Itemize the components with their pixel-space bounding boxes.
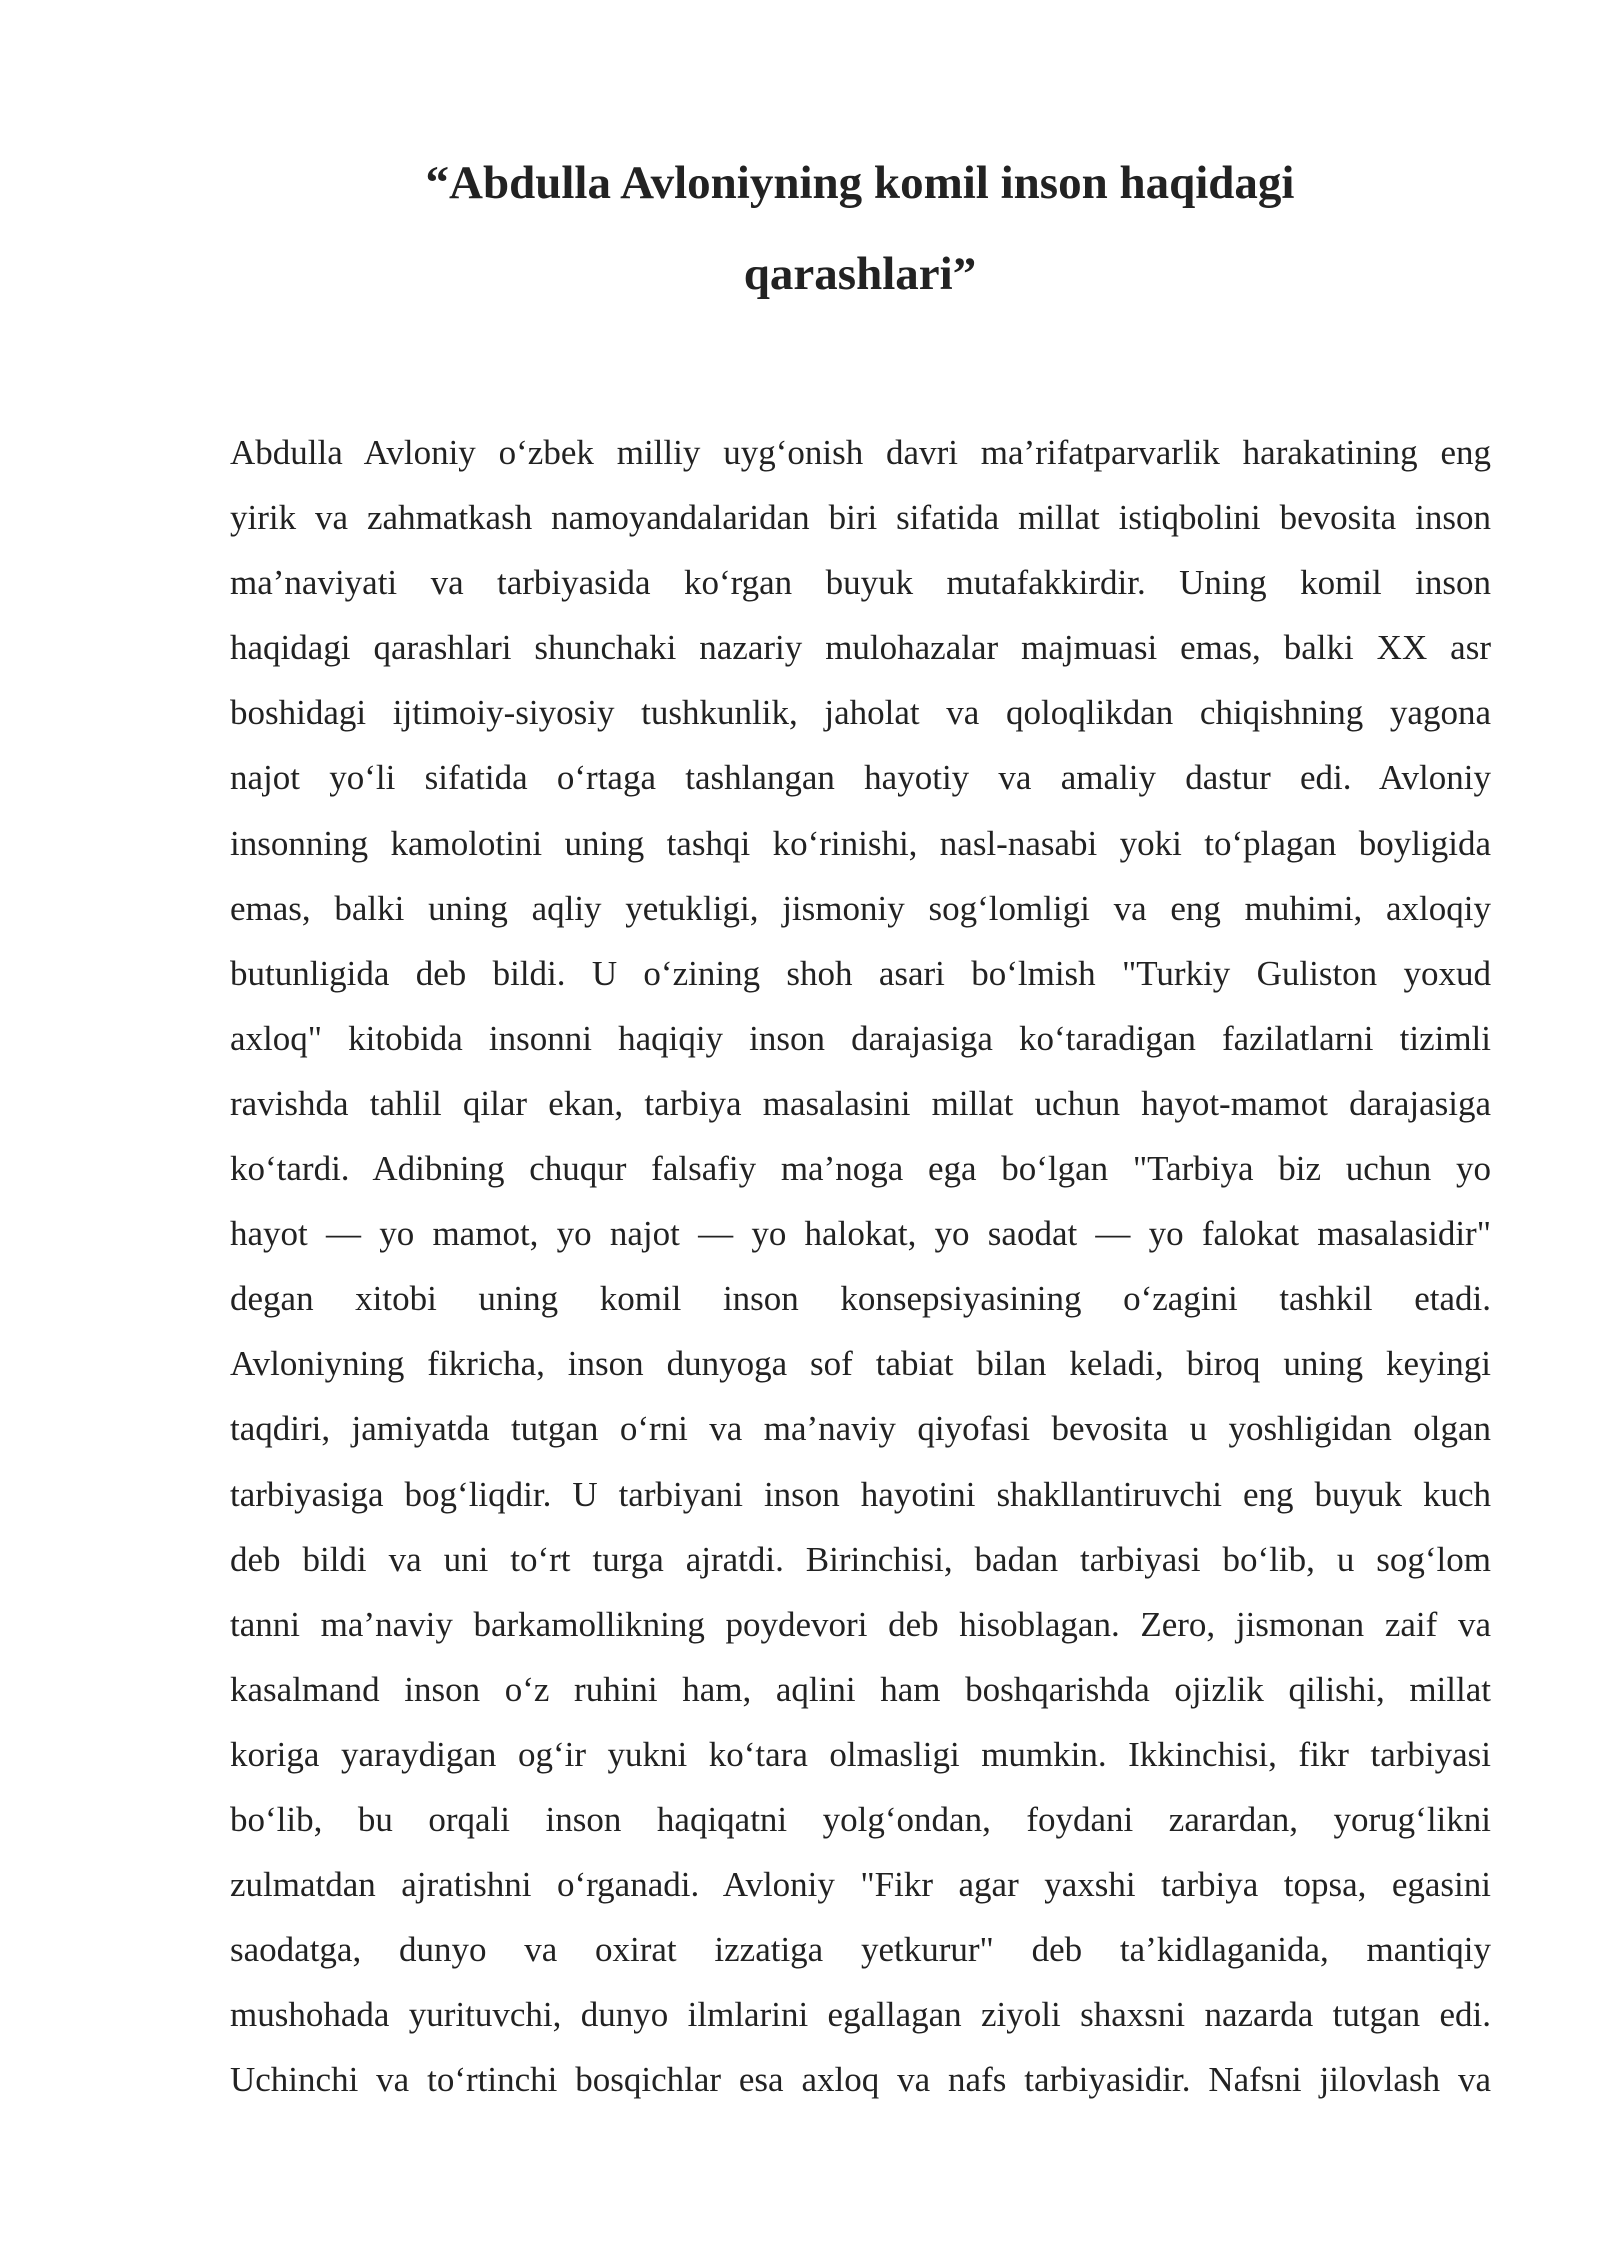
body-line: najot yo‘li sifatida o‘rtaga tashlangan hayotiy va amaliy dastur edi. Avloniy	[230, 758, 1491, 798]
body-line: boshidagi ijtimoiy-siyosiy tushkunlik, jaholat va qoloqlikdan chiqishning yagona	[230, 693, 1491, 733]
body-line: koriga yaraydigan og‘ir yukni ko‘tara olmasligi mumkin. Ikkinchisi, fikr tarbiyasi	[230, 1734, 1491, 1774]
body-line: ko‘tardi. Adibning chuqur falsafiy ma’noga ega bo‘lgan "Tarbiya biz uchun yo	[230, 1149, 1491, 1189]
body-line: degan xitobi uning komil inson konsepsiyasining o‘zagini tashkil etadi.	[230, 1279, 1491, 1319]
title-line-1: “Abdulla Avloniyning komil inson haqidagi	[425, 157, 1295, 209]
body-line: insonning kamolotini uning tashqi ko‘rinishi, nasl-nasabi yoki to‘plagan boyligida	[230, 823, 1491, 863]
body-line: tanni ma’naviy barkamollikning poydevori deb hisoblagan. Zero, jismonan zaif va	[230, 1604, 1491, 1644]
body-line: axloq" kitobida insonni haqiqiy inson darajasiga ko‘taradigan fazilatlarni tizimli	[230, 1018, 1491, 1058]
body-line: butunligida deb bildi. U o‘zining shoh asari bo‘lmish "Turkiy Guliston yoxud	[230, 953, 1491, 993]
body-line: hayot — yo mamot, yo najot — yo halokat, yo saodat — yo falokat masalasidir"	[230, 1214, 1491, 1254]
body-line: mushohada yurituvchi, dunyo ilmlarini egallagan ziyoli shaxsni nazarda tutgan edi.	[230, 1995, 1491, 2035]
body-line: tarbiyasiga bog‘liqdir. U tarbiyani inson hayotini shakllantiruvchi eng buyuk kuch	[230, 1474, 1491, 1514]
body-paragraph	[230, 420, 1491, 2112]
body-line: deb bildi va uni to‘rt turga ajratdi. Birinchisi, badan tarbiyasi bo‘lib, u sog‘lom	[230, 1539, 1491, 1579]
body-line: yirik va zahmatkash namoyandalaridan biri sifatida millat istiqbolini bevosita inson	[230, 498, 1491, 538]
body-line: emas, balki uning aqliy yetukligi, jismoniy sog‘lomligi va eng muhimi, axloqiy	[230, 888, 1491, 928]
body-line: Uchinchi va to‘rtinchi bosqichlar esa axloq va nafs tarbiyasidir. Nafsni jilovlash va	[230, 2060, 1491, 2100]
body-line: ma’naviyati va tarbiyasida ko‘rgan buyuk mutafakkirdir. Uning komil inson	[230, 563, 1491, 603]
body-line: saodatga, dunyo va oxirat izzatiga yetkurur" deb ta’kidlaganida, mantiqiy	[230, 1930, 1491, 1970]
body-line: haqidagi qarashlari shunchaki nazariy mulohazalar majmuasi emas, balki XX asr	[230, 628, 1491, 668]
body-line: Abdulla Avloniy o‘zbek milliy uyg‘onish davri ma’rifatparvarlik harakatining eng	[230, 433, 1491, 472]
body-line: kasalmand inson o‘z ruhini ham, aqlini ham boshqarishda ojizlik qilishi, millat	[230, 1669, 1491, 1709]
document-title	[230, 138, 1490, 320]
body-line: Avloniyning fikricha, inson dunyoga sof tabiat bilan keladi, biroq uning keyingi	[230, 1344, 1491, 1384]
title-line-2: qarashlari”	[743, 248, 977, 300]
body-line: taqdiri, jamiyatda tutgan o‘rni va ma’naviy qiyofasi bevosita u yoshligidan olgan	[230, 1409, 1491, 1449]
body-line: ravishda tahlil qilar ekan, tarbiya masalasini millat uchun hayot-mamot darajasiga	[230, 1083, 1491, 1123]
body-line: zulmatdan ajratishni o‘rganadi. Avloniy "Fikr agar yaxshi tarbiya topsa, egasini	[230, 1865, 1491, 1905]
body-line: bo‘lib, bu orqali inson haqiqatni yolg‘ondan, foydani zarardan, yorug‘likni	[230, 1799, 1491, 1839]
